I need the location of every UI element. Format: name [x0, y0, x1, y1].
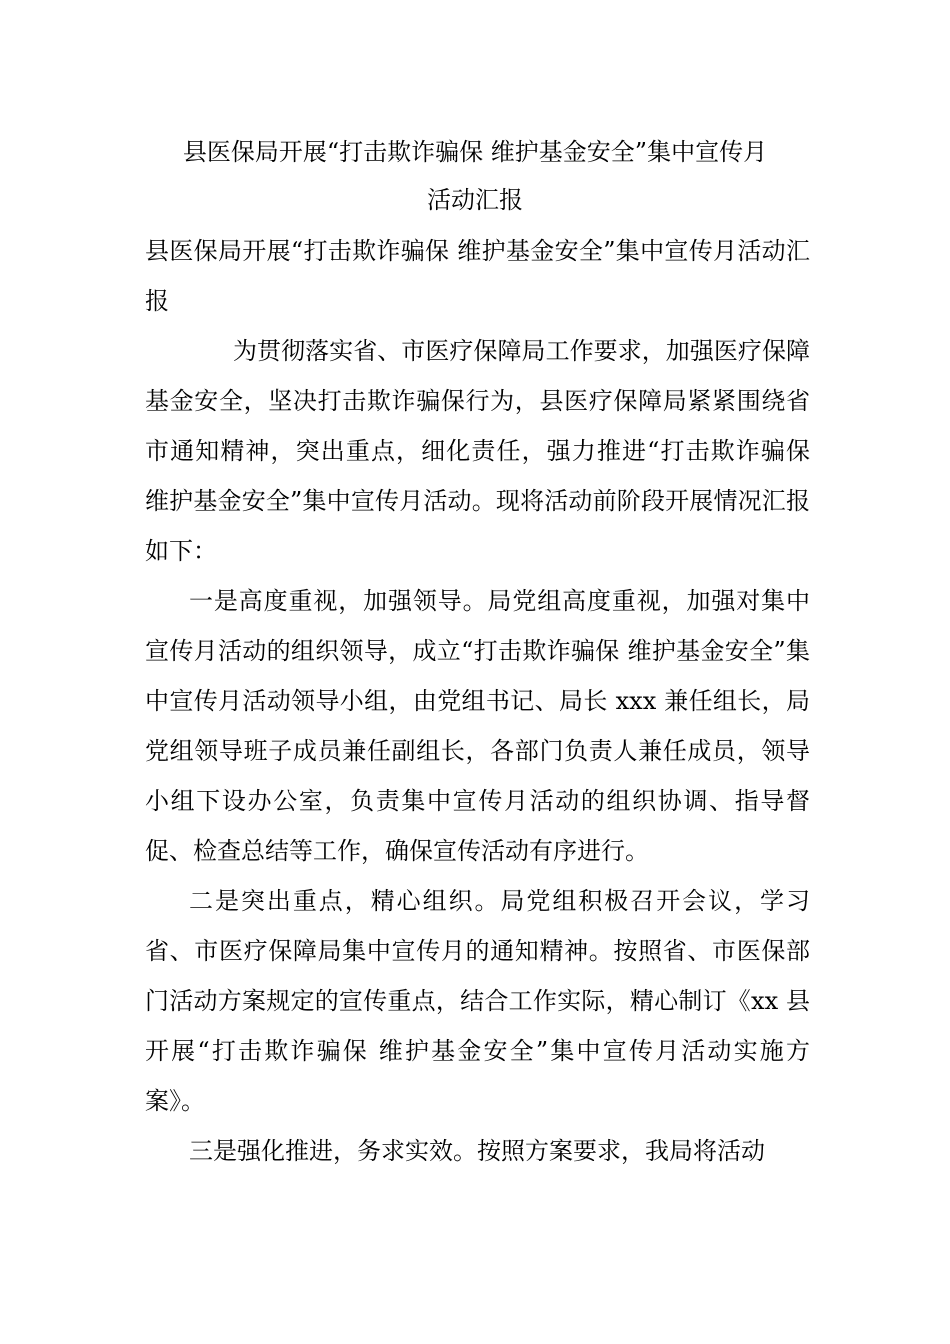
title-line-1: 县医保局开展“打击欺诈骗保 维护基金安全”集中宣传月	[182, 138, 768, 166]
paragraph-promotion: 三是强化推进，务求实效。按照方案要求，我局将活动	[189, 1137, 765, 1165]
paragraph-leadership: 一是高度重视，加强领导。局党组高度重视，加强对集中宣传月活动的组织领导，成立“打击欺诈骗保 维护基金安全”集中宣传月活动领导小组，由党组书记、局长 xxx 兼任组长，局党组领导班子成员兼任副组长，各部门负责人兼任成员，领导小组下设办公室，负责集中宣传月活动的组织协调、指导督促、检查总结等工作，确保宣传活动有序进行。	[145, 587, 810, 865]
document-subtitle: 县医保局开展“打击欺诈骗保 维护基金安全”集中宣传月活动汇报	[145, 237, 810, 315]
document-title	[100, 128, 850, 224]
paragraph-organization: 二是突出重点，精心组织。局党组积极召开会议，学习省、市医疗保障局集中宣传月的通知精神。按照省、市医保部门活动方案规定的宣传重点，结合工作实际，精心制订《xx 县开展“打击欺诈骗保 维护基金安全”集中宣传月活动实施方案》。	[145, 887, 810, 1115]
document-body	[145, 226, 810, 1176]
intro-paragraph: 为贯彻落实省、市医疗保障局工作要求，加强医疗保障基金安全，坚决打击欺诈骗保行为，县医疗保障局紧紧围绕省市通知精神，突出重点，细化责任，强力推进“打击欺诈骗保 维护基金安全”集中宣传月活动。现将活动前阶段开展情况汇报如下：	[145, 337, 810, 565]
title-line-2: 活动汇报	[427, 186, 523, 214]
